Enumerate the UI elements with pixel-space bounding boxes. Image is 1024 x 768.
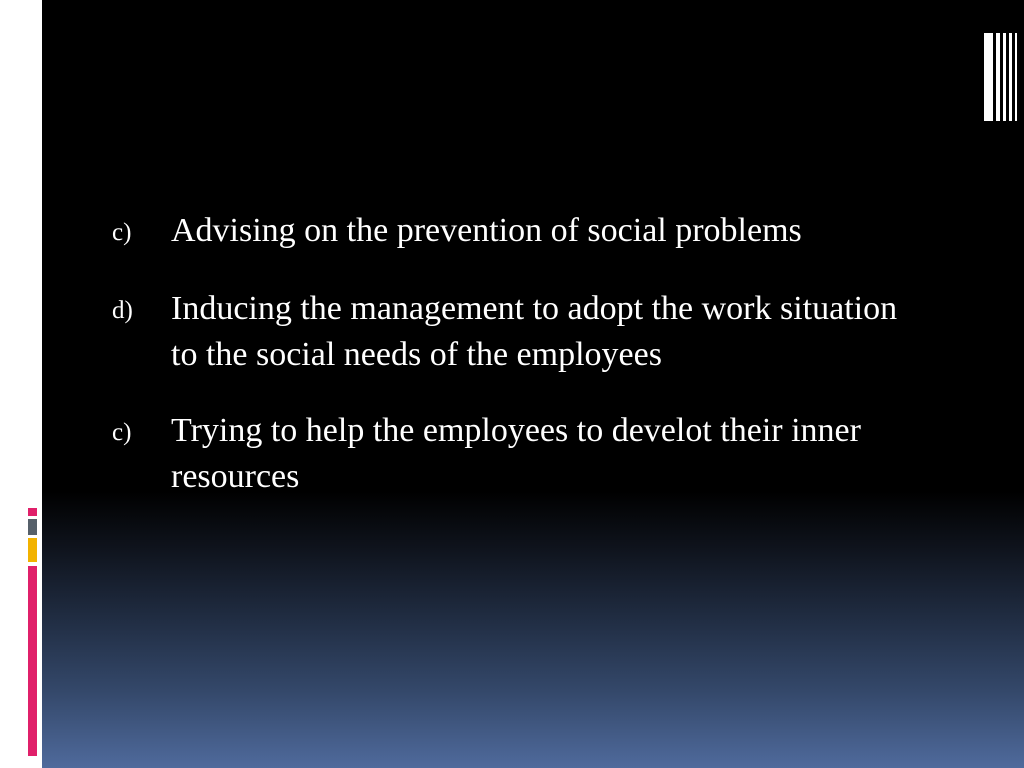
stripe — [984, 33, 993, 121]
list-item-marker: d) — [112, 297, 133, 324]
accent-bar-pink-small — [28, 508, 37, 516]
list-item-text: Trying to help the employees to develot their inner resources — [171, 412, 861, 495]
bullet-list — [112, 208, 912, 500]
corner-stripes-decoration — [984, 33, 1018, 121]
list-item-text: Inducing the management to adopt the work situation to the social needs of the employees — [171, 290, 898, 373]
stripe — [996, 33, 1000, 121]
accent-bar-gray — [28, 519, 37, 535]
stripe — [1009, 33, 1012, 121]
list-item — [112, 208, 912, 256]
list-item-text: Advising on the prevention of social problems — [171, 212, 802, 249]
left-accent-strip — [0, 0, 42, 768]
list-item-marker: c) — [112, 419, 132, 446]
stripe — [1003, 33, 1006, 121]
accent-bar-pink-long — [28, 566, 37, 756]
accent-bar-yellow — [28, 538, 37, 562]
list-item-marker: c) — [112, 219, 132, 246]
list-item — [112, 286, 912, 378]
stripe — [1015, 33, 1017, 121]
list-item — [112, 408, 912, 500]
